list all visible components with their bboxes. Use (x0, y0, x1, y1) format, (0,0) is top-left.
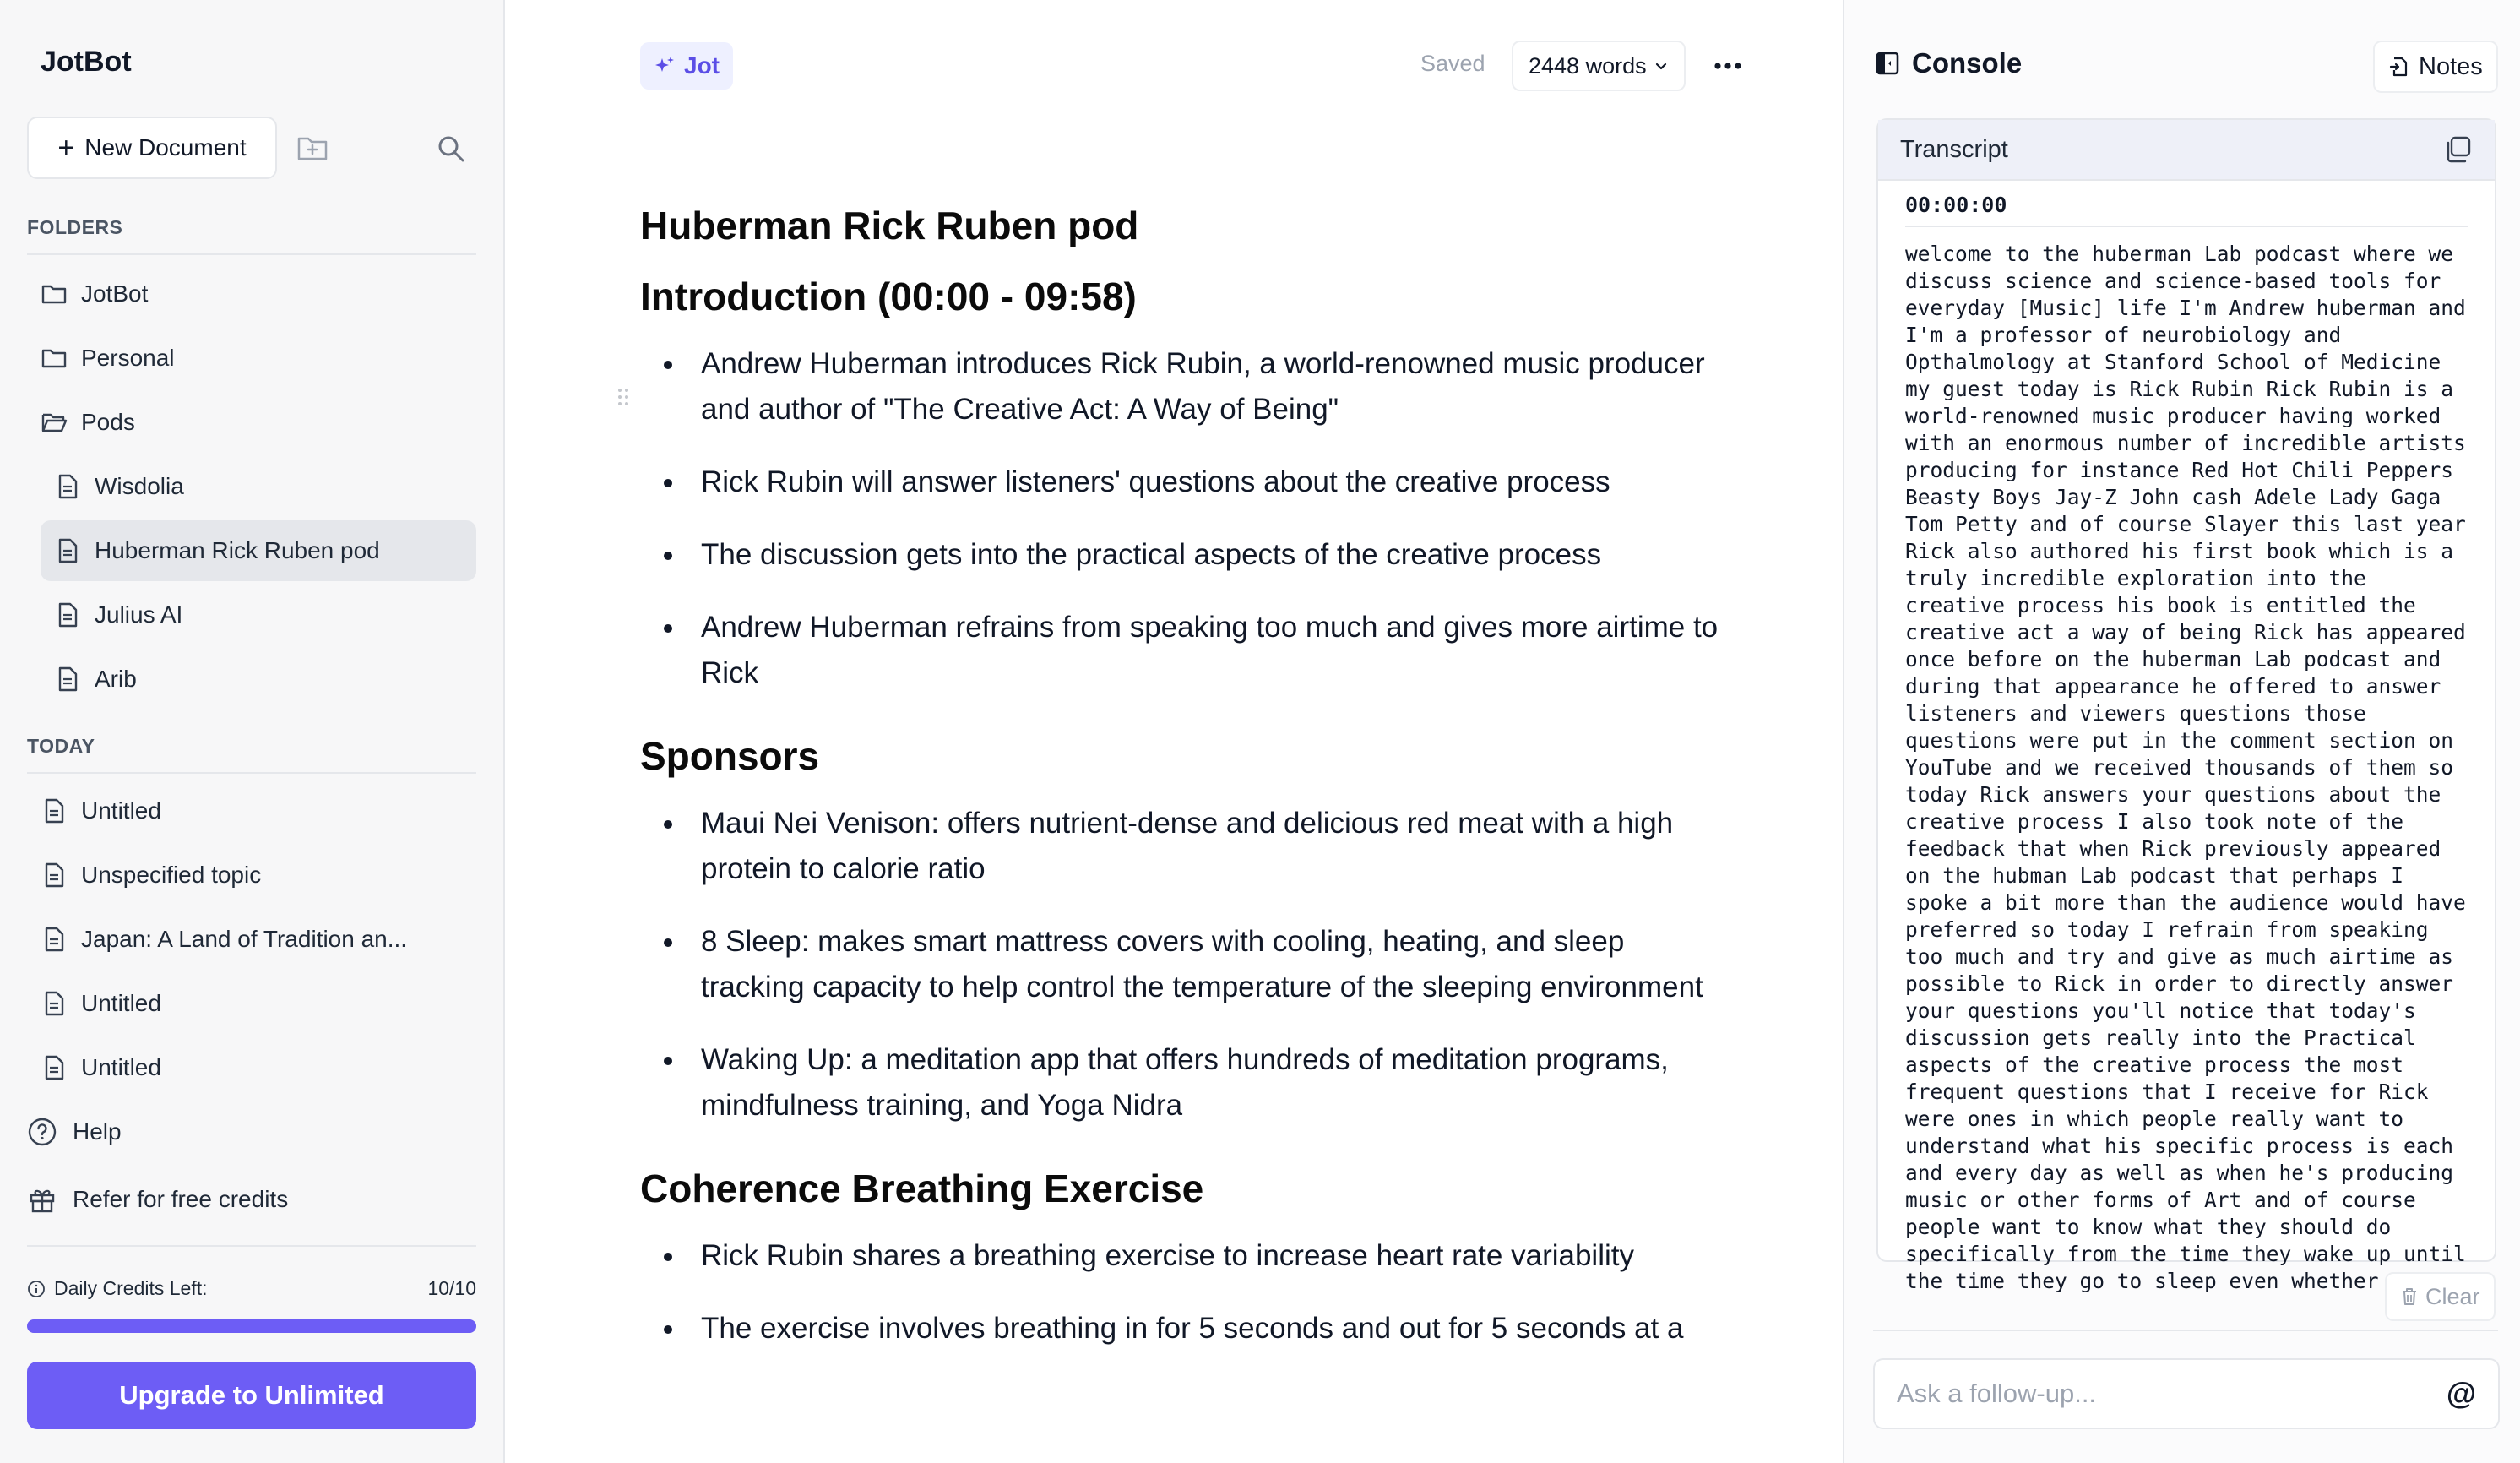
sidebar-doc-arib[interactable] (41, 649, 476, 710)
today-heading: TODAY (27, 735, 95, 757)
help-link[interactable] (27, 1117, 122, 1147)
document-icon (54, 601, 81, 628)
credits-label: Daily Credits Left: (54, 1277, 208, 1299)
console-title: Console (1912, 47, 2023, 79)
bullet-item: Andrew Huberman refrains from speaking too much and gives more airtime to Rick (640, 605, 1730, 696)
document-label: Unspecified topic (81, 862, 262, 888)
bullet-item: Rick Rubin will answer listeners' questions about the creative process (640, 460, 1730, 505)
document-label: Untitled (81, 797, 161, 824)
sidebar (0, 0, 505, 1463)
console-panel (1843, 0, 2520, 1463)
document-body[interactable] (640, 199, 1730, 1385)
document-icon (41, 862, 68, 889)
sidebar-folder-personal[interactable] (41, 328, 476, 389)
drag-handle-icon[interactable] (615, 385, 632, 409)
notes-label: Notes (2419, 52, 2483, 80)
plus-icon: + (57, 131, 75, 164)
section-heading: Coherence Breathing Exercise (640, 1167, 1204, 1211)
document-label: Japan: A Land of Tradition an... (81, 926, 408, 952)
section-sponsors (640, 730, 1730, 1129)
save-status: Saved (1420, 51, 1485, 76)
divider (1873, 1330, 2498, 1331)
gift-icon (27, 1184, 57, 1215)
sidebar-today-doc[interactable] (41, 780, 476, 841)
document-label: Wisdolia (95, 473, 184, 499)
sidebar-today-doc[interactable] (41, 845, 476, 906)
trash-icon (2400, 1286, 2419, 1307)
more-options-icon[interactable] (1709, 47, 1746, 84)
sidebar-doc-wisdolia[interactable] (41, 456, 476, 517)
credits-value: 10/10 (427, 1277, 476, 1299)
bullet-item: Waking Up: a meditation app that offers hundreds of meditation programs, mindfulness training, and Yoga Nidra (640, 1037, 1730, 1129)
credits-progress-fill (27, 1319, 476, 1333)
word-count: 2448 words (1529, 52, 1647, 79)
folder-label: JotBot (81, 280, 149, 307)
folder-open-icon (41, 409, 68, 436)
transcript-text: welcome to the huberman Lab podcast where we discuss science and science-based tools for everyday [Music] life I'm Andrew huberman and I'm a professor of neurobiology and Opthalmology at Stanford School of Medicine my guest today is Rick Rubin Rick Rubin is a world-renowned music producer having worked with an enormous number of incredible artists producing for instance Red Hot Chili Peppers Beasty Boys Jay-Z John cash Adele Lady Gaga Tom Petty and of course Slayer this last year Rick also authored his first book which is a truly incredible exploration into the creative process his book is entitled the creative act a way of being Rick has appeared once before on the huberman Lab podcast and during that appearance he offered to answer listeners and viewers questions those questions were put in the comment section on YouTube and we received thousands of them so today Rick answers your questions about the creative process I also took note of the feedback that when Rick previously appeared on the hubman Lab podcast that perhaps I spoke a bit more than the audience would have preferred so today I refrain from speaking too much and try and give as much airtime as possible to Rick in order to directly answer your questions you'll notice that today's discussion gets really into the Practical aspects of the creative process the most frequent questions that I receive for Rick were ones in which people really want to understand what his specific process is each and every day as well as when he's producing music or other forms of Art and of course people want to know what they should do specifically from the time they wake up until the time they go to sleep even whether (1905, 242, 2479, 1293)
clear-label: Clear (2425, 1283, 2480, 1309)
document-icon (41, 926, 68, 953)
refer-label: Refer for free credits (73, 1186, 289, 1212)
sparkle-icon (654, 55, 676, 77)
sidebar-folder-pods[interactable] (41, 392, 476, 453)
document-icon (54, 537, 81, 564)
transcript-panel[interactable] (1876, 118, 2496, 1293)
new-folder-icon[interactable] (296, 132, 329, 162)
editor (507, 0, 1843, 1463)
upgrade-button[interactable]: Upgrade to Unlimited (27, 1362, 476, 1429)
jot-button[interactable] (640, 42, 733, 90)
new-document-label: New Document (84, 134, 247, 160)
folder-label: Pods (81, 409, 135, 435)
bullet-item: The discussion gets into the practical aspects of the creative process (640, 532, 1730, 578)
bullet-item: Andrew Huberman introduces Rick Rubin, a world-renowned music producer and author of "The Creative Act: A Way of Being" (640, 341, 1730, 432)
bullet-item: Maui Nei Venison: offers nutrient-dense and delicious red meat with a high protein to calorie ratio (640, 801, 1730, 892)
sidebar-today-doc[interactable] (41, 1037, 476, 1098)
clear-button[interactable] (2385, 1272, 2496, 1321)
document-icon (41, 797, 68, 824)
document-icon (54, 473, 81, 500)
credits-progress-bar (27, 1319, 476, 1333)
notes-icon (2388, 56, 2410, 78)
sidebar-folder-jotbot[interactable] (41, 264, 476, 324)
document-label: Huberman Rick Ruben pod (95, 537, 380, 563)
word-count-dropdown[interactable] (1512, 41, 1686, 91)
section-heading: Sponsors (640, 734, 820, 779)
transcript-label: Transcript (1900, 135, 2008, 163)
folder-icon (41, 280, 68, 307)
sidebar-doc-huberman-rick-ruben-pod[interactable] (41, 520, 476, 581)
search-icon[interactable] (434, 132, 468, 166)
bullet-item: 8 Sleep: makes smart mattress covers with cooling, heating, and sleep tracking capacity to help control the temperature of the sleeping environment (640, 919, 1730, 1010)
help-label: Help (73, 1118, 122, 1145)
bullet-item: The exercise involves breathing in for 5 seconds and out for 5 seconds at a (640, 1306, 1730, 1352)
folder-label: Personal (81, 345, 175, 371)
transcript-timestamp: 00:00:00 (1905, 193, 2468, 227)
transcript-body (1878, 181, 2495, 1307)
divider (27, 772, 476, 774)
jot-label: Jot (684, 52, 720, 79)
mention-button[interactable]: @ (2446, 1376, 2476, 1411)
document-label: Arib (95, 666, 137, 692)
help-icon (27, 1117, 57, 1147)
ask-followup-box (1873, 1358, 2500, 1429)
bullet-item: Rick Rubin shares a breathing exercise to increase heart rate variability (640, 1233, 1730, 1279)
refer-link[interactable] (27, 1184, 288, 1215)
document-icon (54, 666, 81, 693)
sidebar-doc-julius-ai[interactable] (41, 585, 476, 645)
transcript-header (1878, 120, 2495, 181)
folder-icon (41, 345, 68, 372)
daily-credits (27, 1277, 476, 1300)
app-logo: JotBot (41, 46, 132, 78)
info-icon (27, 1280, 46, 1298)
sidebar-today-doc[interactable] (41, 909, 476, 970)
sidebar-toggle-icon[interactable] (1875, 51, 1900, 76)
folders-heading: FOLDERS (27, 216, 123, 238)
section-heading: Introduction (00:00 - 09:58) (640, 275, 1137, 319)
ask-followup-input[interactable] (1897, 1379, 2447, 1409)
section-coherence-breathing (640, 1162, 1730, 1352)
chevron-down-icon (1654, 58, 1669, 73)
document-icon (41, 990, 68, 1017)
document-title: Huberman Rick Ruben pod (640, 204, 1139, 247)
document-label: Untitled (81, 1054, 161, 1080)
console-header (1875, 47, 2022, 79)
document-label: Julius AI (95, 601, 183, 628)
new-document-button[interactable] (27, 117, 277, 179)
divider (27, 253, 476, 255)
document-icon (41, 1054, 68, 1081)
document-label: Untitled (81, 990, 161, 1016)
copy-icon[interactable] (2442, 134, 2473, 165)
notes-button[interactable] (2373, 41, 2498, 93)
sidebar-today-doc[interactable] (41, 973, 476, 1034)
divider (27, 1245, 476, 1247)
section-introduction (640, 270, 1730, 696)
